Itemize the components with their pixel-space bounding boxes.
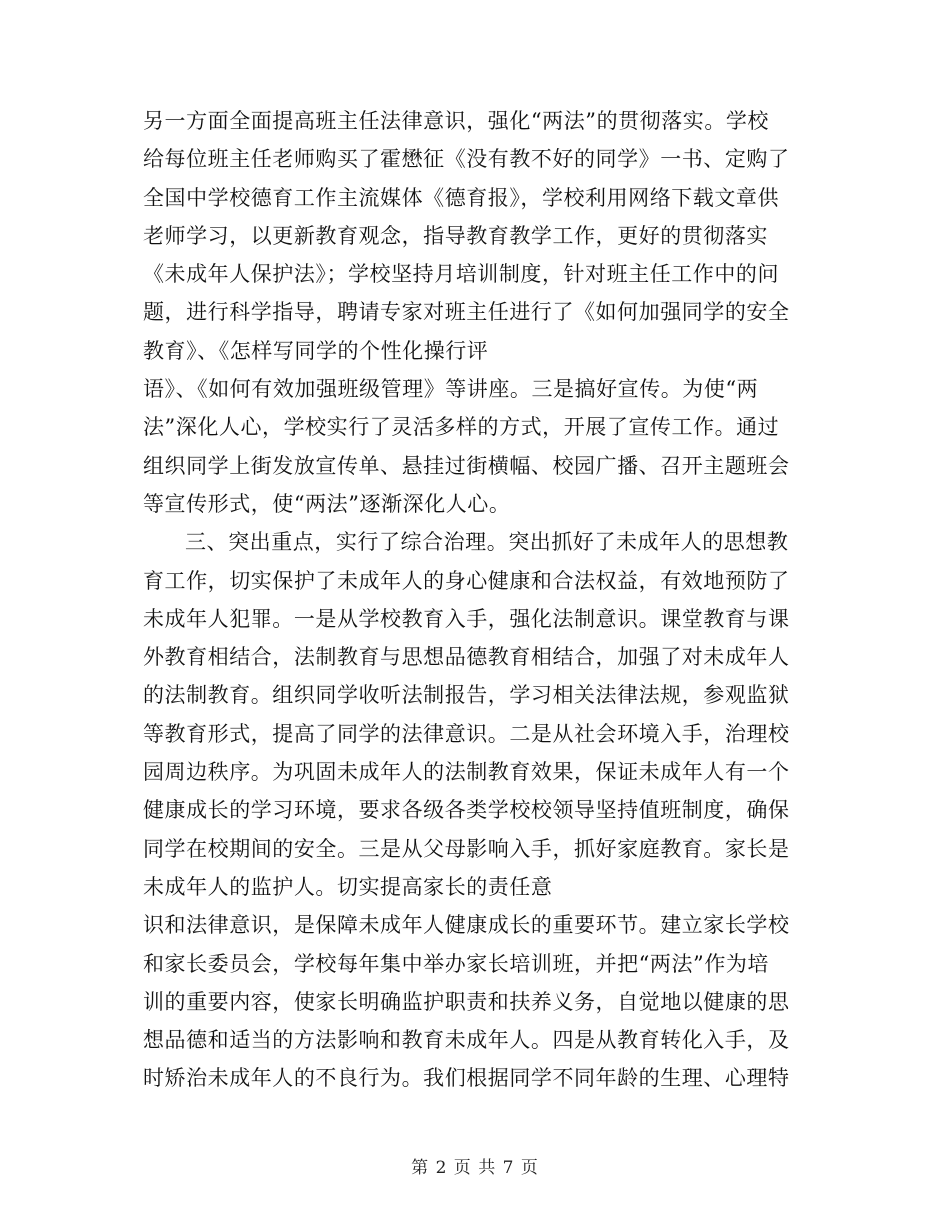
text-line: 组织同学上街发放宣传单、悬挂过街横幅、校园广播、召开主题班会 xyxy=(143,453,790,478)
text-line: 未成年人犯罪。一是从学校教育入手，强化法制意识。课堂教育与课 xyxy=(143,606,790,631)
text-line: 等教育形式，提高了同学的法律意识。二是从社会环境入手，治理校 xyxy=(143,721,790,746)
text-line: 时矫治未成年人的不良行为。我们根据同学不同年龄的生理、心理特 xyxy=(143,1066,790,1091)
text-line: 想品德和适当的方法影响和教育未成年人。四是从教育转化入手，及 xyxy=(143,1028,790,1053)
text-line: 健康成长的学习环境，要求各级各类学校校领导坚持值班制度，确保 xyxy=(143,798,790,823)
text-line: 全国中学校德育工作主流媒体《德育报》，学校利用网络下载文章供 xyxy=(143,185,779,210)
paragraph-start-line: 三、突出重点，实行了综合治理。突出抓好了未成年人的思想教 xyxy=(185,530,789,555)
text-line: 语》、《如何有效加强班级管理》等讲座。三是搞好宣传。为使“两 xyxy=(143,377,759,402)
text-line: 外教育相结合，法制教育与思想品德教育相结合，加强了对未成年人 xyxy=(143,645,790,670)
text-line: 给每位班主任老师购买了霍懋征《没有教不好的同学》一书、定购了 xyxy=(143,147,790,172)
text-line: 育工作，切实保护了未成年人的身心健康和合法权益，有效地预防了 xyxy=(143,568,790,593)
text-line: 老师学习，以更新教育观念，指导教育教学工作，更好的贯彻落实 xyxy=(143,223,768,248)
text-line: 《未成年人保护法》；学校坚持月培训制度，针对班主任工作中的问 xyxy=(143,262,779,287)
page-number-footer: 第 2 页 共 7 页 xyxy=(411,1158,539,1178)
text-line: 训的重要内容，使家长明确监护职责和扶养义务，自觉地以健康的思 xyxy=(143,989,790,1014)
text-line: 法”深化人心，学校实行了灵活多样的方式，开展了宣传工作。通过 xyxy=(143,415,780,440)
text-line: 同学在校期间的安全。三是从父母影响入手，抓好家庭教育。家长是 xyxy=(143,836,790,861)
text-line: 另一方面全面提高班主任法律意识，强化“两法”的贯彻落实。学校 xyxy=(143,109,769,133)
text-line: 和家长委员会，学校每年集中举办家长培训班，并把“两法”作为培 xyxy=(143,951,769,976)
body-text xyxy=(143,102,803,1098)
text-line: 教育》、《怎样写同学的个性化操行评 xyxy=(143,338,489,363)
text-line: 题，进行科学指导，聘请专家对班主任进行了《如何加强同学的安全 xyxy=(143,300,790,325)
text-line: 未成年人的监护人。切实提高家长的责任意 xyxy=(143,874,553,899)
text-line: 等宣传形式，使“两法”逐渐深化人心。 xyxy=(143,491,511,516)
text-line: 园周边秩序。为巩固未成年人的法制教育效果，保证未成年人有一个 xyxy=(143,760,790,785)
text-line: 的法制教育。组织同学收听法制报告，学习相关法律法规，参观监狱 xyxy=(143,683,790,708)
text-line: 识和法律意识，是保障未成年人健康成长的重要环节。建立家长学校 xyxy=(143,913,790,938)
